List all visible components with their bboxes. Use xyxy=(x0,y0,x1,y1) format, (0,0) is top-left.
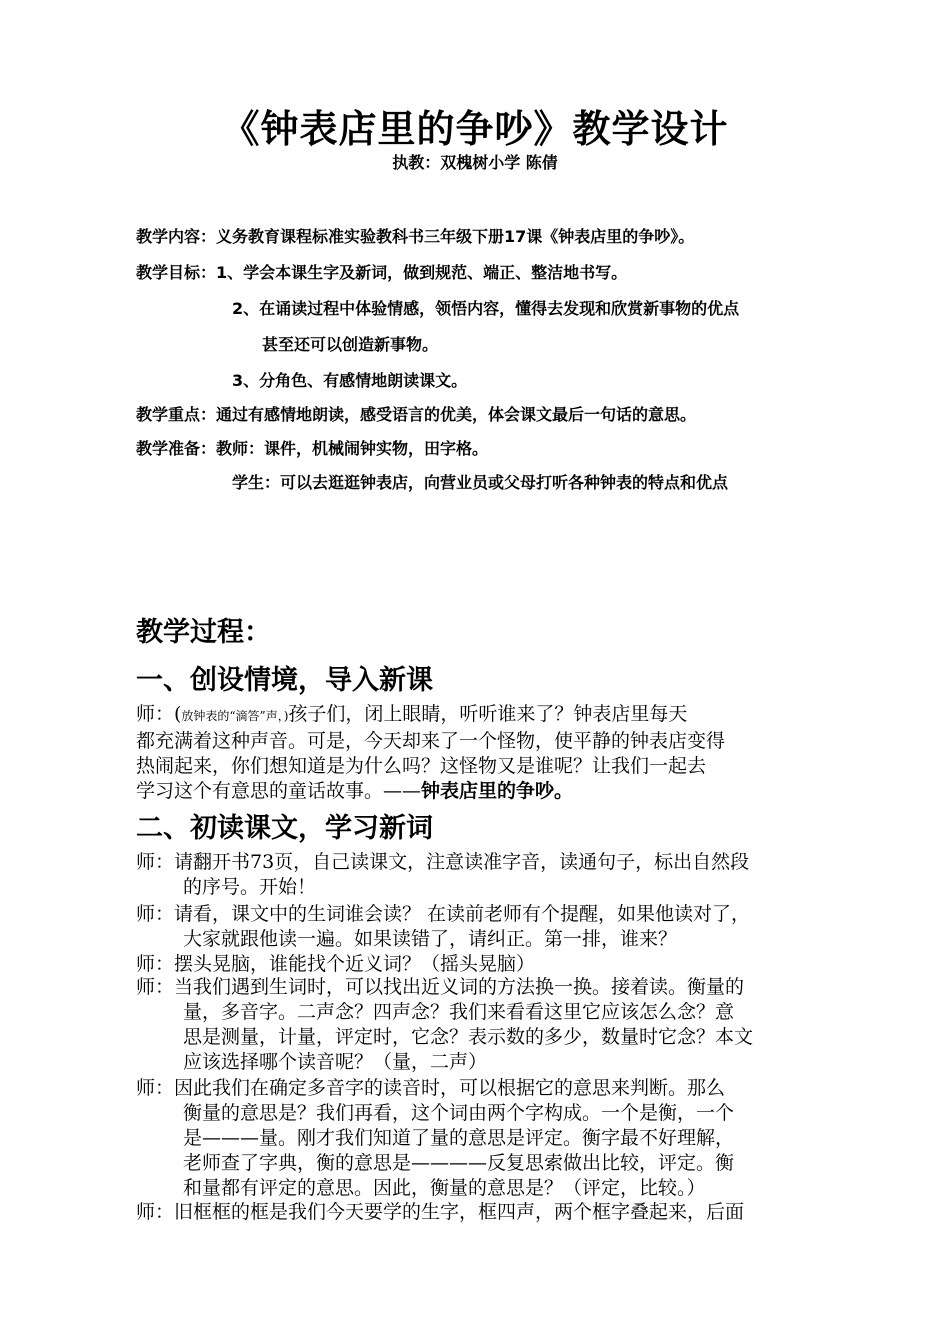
content-text: 义务教育课程标准实验教科书三年级下册17课《钟表店里的争吵》。 xyxy=(216,227,695,246)
s1-line2: 都充满着这种声音。可是，今天却来了一个怪物，使平静的钟表店变得 xyxy=(136,730,726,752)
s2-para-6 xyxy=(136,1200,826,1225)
s2-p5-line3: 是———量。刚才我们知道了量的意思是评定。衡字最不好理解， xyxy=(183,1127,735,1149)
section2-heading: 二、初读课文，学习新词 xyxy=(136,813,433,844)
section1-paragraph xyxy=(136,702,826,804)
s2-p1-line1: 师：请翻开书73页，自己读课文，注意读准字音，读通句子，标出自然段 xyxy=(136,851,750,873)
goal-1: 1、学会本课生字及新词，做到规范、端正、整洁地书写。 xyxy=(216,263,628,282)
teaching-content xyxy=(136,224,694,247)
s2-p2-line2: 大家就跟他读一遍。如果读错了，请纠正。第一排，谁来？ xyxy=(183,928,678,950)
s2-para-1 xyxy=(136,850,826,900)
s1-line4-bold: 钟表店里的争吵。 xyxy=(421,780,574,802)
prep-label: 教学准备： xyxy=(136,439,217,458)
s2-p1-line2: 的序号。开始！ xyxy=(183,876,317,898)
s2-p4-line2: 量，多音字。二声念？四声念？我们来看看这里它应该怎么念？意 xyxy=(183,1001,735,1023)
s2-p4-line1: 师：当我们遇到生词时，可以找出近义词的方法换一换。接着读。衡量的 xyxy=(136,976,745,998)
s2-para-3 xyxy=(136,952,826,977)
s1-prefix: 师：( xyxy=(136,703,182,725)
s2-p5-line2: 衡量的意思是？我们再看，这个词由两个字构成。一个是衡，一个 xyxy=(183,1102,735,1124)
s1-line3: 热闹起来，你们想知道是为什么吗？这怪物又是谁呢？让我们一起去 xyxy=(136,755,707,777)
teaching-preparation xyxy=(136,436,488,459)
goal-3: 3、分角色、有感情地朗读课文。 xyxy=(232,371,468,390)
teaching-focus xyxy=(136,402,696,425)
content-label: 教学内容： xyxy=(136,227,217,246)
document-title: 《钟表店里的争吵》教学设计 xyxy=(221,107,729,151)
s2-p5-line5: 和量都有评定的意思。因此，衡量的意思是？（评定，比较。） xyxy=(183,1177,706,1199)
s1-line4: 学习这个有意思的童话故事。—— xyxy=(136,780,422,802)
teaching-goals xyxy=(136,260,627,283)
prep-student: 学生：可以去逛逛钟表店，向营业员或父母打听各种钟表的特点和优点 xyxy=(232,473,729,492)
s2-p3-line1: 师：摆头晃脑，谁能找个近义词？（摇头晃脑） xyxy=(136,953,536,975)
s2-p5-line1: 师：因此我们在确定多音字的读音时，可以根据它的意思来判断。那么 xyxy=(136,1077,726,1099)
goals-label: 教学目标： xyxy=(136,263,217,282)
goal-2a: 2、在诵读过程中体验情感，领悟内容，懂得去发现和欣赏新事物的优点 xyxy=(232,299,740,318)
goal-2b: 甚至还可以创造新事物。 xyxy=(262,335,439,354)
s2-para-4 xyxy=(136,975,826,1075)
focus-text: 通过有感情地朗读，感受语言的优美，体会课文最后一句话的意思。 xyxy=(216,405,697,424)
focus-label: 教学重点： xyxy=(136,405,217,424)
s2-para-5 xyxy=(136,1076,826,1201)
s2-p5-line4: 老师查了字典，衡的意思是————反复思索做出比较，评定。衡 xyxy=(183,1152,735,1174)
section1-heading: 一、创设情境，导入新课 xyxy=(136,665,433,696)
s2-p6-line1: 师：旧框框的框是我们今天要学的生字，框四声，两个框字叠起来，后面 xyxy=(136,1201,745,1223)
s2-p4-line4: 应该选择哪个读音呢？（量，二声） xyxy=(183,1051,488,1073)
s1-line1: 孩子们，闭上眼睛，听听谁来了？钟表店里每天 xyxy=(288,703,688,725)
s2-p2-line1: 师：请看，课文中的生词谁会读？ 在读前老师有个提醒，如果他读对了， xyxy=(136,903,751,925)
prep-teacher: 教师：课件，机械闹钟实物，田字格。 xyxy=(216,439,489,458)
s1-sound-note: 放钟表的“滴答”声，) xyxy=(181,709,289,723)
process-heading: 教学过程： xyxy=(136,617,271,648)
s2-p4-line3: 思是测量，计量，评定时，它念？表示数的多少，数量时它念？本文 xyxy=(183,1026,754,1048)
author-line: 执教：双槐树小学 陈倩 xyxy=(392,153,558,172)
s2-para-2 xyxy=(136,902,826,952)
